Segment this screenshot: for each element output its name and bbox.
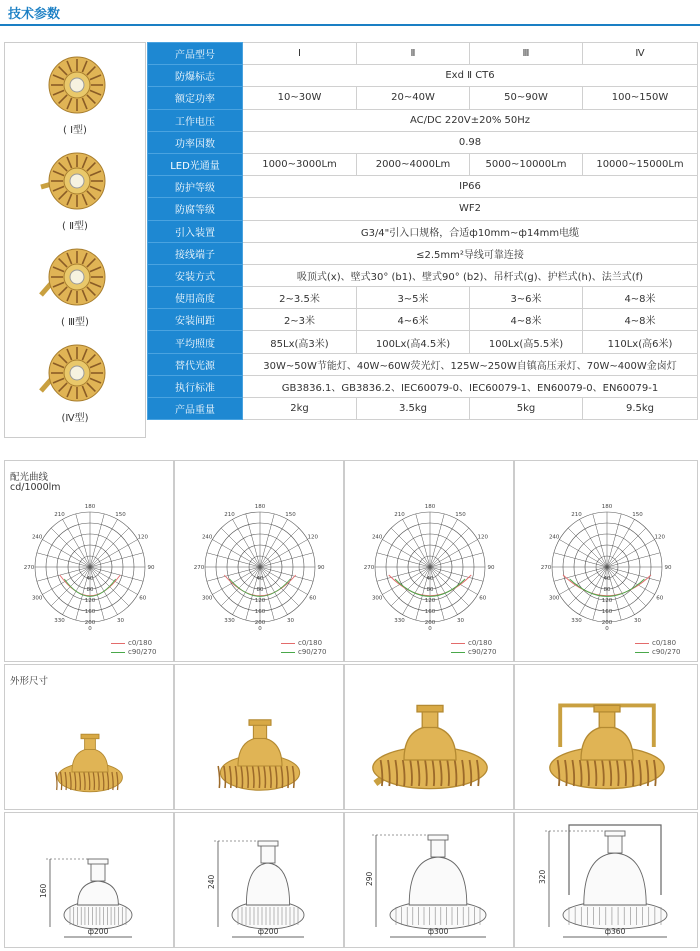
spec-value: 0.98 <box>243 131 698 153</box>
angle-label: 210 <box>394 512 405 519</box>
spec-value: Ⅱ <box>357 43 470 65</box>
angle-label: 0 <box>605 626 609 632</box>
spec-row <box>148 176 698 198</box>
legend-swatch <box>635 643 649 644</box>
legend-label: c0/180 <box>652 639 677 647</box>
angle-label: 90 <box>147 565 155 571</box>
light-curve-unit: cd/1000lm <box>10 482 61 493</box>
angle-label: 210 <box>54 512 65 519</box>
angle-label: 150 <box>632 512 643 519</box>
spec-row <box>148 353 698 375</box>
angle-label: 210 <box>224 512 235 519</box>
spec-value: 3~5米 <box>357 287 470 309</box>
angle-label: 240 <box>201 534 213 541</box>
angle-label: 270 <box>540 565 552 571</box>
radial-label: 40 <box>603 576 611 582</box>
header-divider <box>0 24 700 26</box>
product-photo-type-2 <box>205 711 315 799</box>
spec-row <box>148 153 698 175</box>
product-photo-cell <box>4 664 174 810</box>
radial-label: 80 <box>426 587 434 593</box>
spec-value: 85Lx(高3米) <box>243 331 357 353</box>
spec-row <box>148 131 698 153</box>
diameter-dimension-label: ф360 <box>604 927 626 936</box>
angle-label: 30 <box>117 617 124 624</box>
angle-label: 90 <box>664 565 672 571</box>
spec-row <box>148 242 698 264</box>
spec-label: 防爆标志 <box>148 65 243 87</box>
angle-label: 240 <box>548 534 560 541</box>
angle-label: 270 <box>193 565 205 571</box>
radial-label: 200 <box>424 620 436 626</box>
spec-value: 10~30W <box>243 87 357 109</box>
spec-value: 100Lx(高4.5米) <box>357 331 470 353</box>
legend-swatch <box>111 652 125 653</box>
angle-label: 150 <box>455 512 466 519</box>
diameter-dimension-label: ф200 <box>257 927 279 936</box>
angle-label: 150 <box>115 512 126 519</box>
spec-value: 30W~50W节能灯、40W~60W荧光灯、125W~250W自镇高压汞灯、70W~400W金卤灯 <box>243 353 698 375</box>
height-dimension-label: 240 <box>207 874 216 889</box>
spec-value: 4~8米 <box>470 309 583 331</box>
angle-label: 240 <box>371 534 383 541</box>
dimension-drawing-cell <box>344 812 514 948</box>
light-curve-cell <box>514 460 698 662</box>
radial-label: 200 <box>254 620 266 626</box>
curve-legend <box>111 639 156 657</box>
radial-label: 120 <box>84 598 96 604</box>
spec-row <box>148 398 698 420</box>
spec-value: 50~90W <box>470 87 583 109</box>
legend-label: c90/270 <box>468 648 497 656</box>
product-photo-cell <box>514 664 698 810</box>
lamp-caption: ( Ⅲ型) <box>61 317 89 328</box>
curve-legend <box>451 639 496 657</box>
angle-label: 0 <box>258 626 262 632</box>
angle-label: 90 <box>317 565 325 571</box>
lamp-thumb-type-4 <box>5 335 145 431</box>
radial-label: 160 <box>601 609 613 615</box>
lamp-face-image <box>33 243 113 313</box>
legend-swatch <box>635 652 649 653</box>
polar-diagram-2 <box>195 497 325 637</box>
spec-value: 2~3.5米 <box>243 287 357 309</box>
spec-row <box>148 198 698 220</box>
section-title-tech-params: 技术参数 <box>8 7 61 22</box>
lamp-caption: ( Ⅱ型) <box>62 221 88 232</box>
angle-label: 300 <box>201 595 213 602</box>
polar-diagram-4 <box>542 497 672 637</box>
angle-label: 330 <box>394 617 405 624</box>
spec-label: 工作电压 <box>148 109 243 131</box>
legend-swatch <box>281 643 295 644</box>
angle-label: 60 <box>479 595 487 602</box>
lamp-image-panel <box>4 42 146 438</box>
spec-value: 2~3米 <box>243 309 357 331</box>
radial-label: 120 <box>424 598 436 604</box>
light-curve-title: 配光曲线 <box>10 472 49 483</box>
light-curve-cell <box>344 460 514 662</box>
product-photo-type-4 <box>542 695 672 799</box>
product-photo-type-3 <box>365 695 495 799</box>
lamp-thumb-type-2 <box>5 143 145 239</box>
spec-value: WF2 <box>243 198 698 220</box>
diameter-dimension-label: ф300 <box>427 927 449 936</box>
spec-value: 4~6米 <box>357 309 470 331</box>
legend-label: c0/180 <box>128 639 153 647</box>
radial-label: 40 <box>86 576 94 582</box>
angle-label: 300 <box>548 595 560 602</box>
legend-swatch <box>281 652 295 653</box>
spec-label: 额定功率 <box>148 87 243 109</box>
radial-label: 200 <box>601 620 613 626</box>
spec-value: 2kg <box>243 398 357 420</box>
radial-label: 160 <box>84 609 96 615</box>
angle-label: 30 <box>634 617 641 624</box>
spec-value: Ⅳ <box>583 43 698 65</box>
legend-swatch <box>451 643 465 644</box>
radial-label: 40 <box>256 576 264 582</box>
spec-value: 3~6米 <box>470 287 583 309</box>
angle-label: 30 <box>457 617 464 624</box>
light-curve-cell <box>174 460 344 662</box>
radial-label: 160 <box>254 609 266 615</box>
spec-value: 吸顶式(x)、壁式30° (b1)、壁式90° (b2)、吊杆式(g)、护栏式(h)、法兰式(f) <box>243 264 698 286</box>
angle-label: 180 <box>424 504 436 510</box>
spec-row <box>148 287 698 309</box>
legend-label: c90/270 <box>652 648 681 656</box>
spec-label: 替代光源 <box>148 353 243 375</box>
spec-table <box>147 42 698 420</box>
spec-row <box>148 43 698 65</box>
legend-swatch <box>111 643 125 644</box>
angle-label: 60 <box>309 595 317 602</box>
curve-legend <box>281 639 326 657</box>
spec-value: 3.5kg <box>357 398 470 420</box>
spec-value: G3/4"引入口规格，合适ф10mm~ф14mm电缆 <box>243 220 698 242</box>
spec-value: 110Lx(高6米) <box>583 331 698 353</box>
polar-diagram-3 <box>365 497 495 637</box>
spec-value: ≤2.5mm²导线可靠连接 <box>243 242 698 264</box>
angle-label: 240 <box>31 534 43 541</box>
spec-label: 安装方式 <box>148 264 243 286</box>
height-dimension-label: 290 <box>365 871 374 886</box>
spec-row <box>148 331 698 353</box>
angle-label: 150 <box>285 512 296 519</box>
spec-value: 5000~10000Lm <box>470 153 583 175</box>
angle-label: 120 <box>137 534 149 541</box>
angle-label: 60 <box>656 595 664 602</box>
dimension-drawing-cell <box>514 812 698 948</box>
legend-label: c90/270 <box>128 648 157 656</box>
spec-row <box>148 375 698 397</box>
spec-row <box>148 87 698 109</box>
radial-label: 40 <box>426 576 434 582</box>
angle-label: 90 <box>487 565 495 571</box>
angle-label: 60 <box>139 595 147 602</box>
angle-label: 270 <box>23 565 35 571</box>
spec-label: 防腐等级 <box>148 198 243 220</box>
spec-label: 使用高度 <box>148 287 243 309</box>
spec-value: IP66 <box>243 176 698 198</box>
height-dimension-label: 160 <box>39 883 48 898</box>
spec-value: 100Lx(高5.5米) <box>470 331 583 353</box>
spec-label: 产品重量 <box>148 398 243 420</box>
angle-label: 330 <box>224 617 235 624</box>
angle-label: 180 <box>254 504 266 510</box>
lamp-caption: ( Ⅰ型) <box>63 125 87 136</box>
dimension-drawing-1 <box>7 815 173 947</box>
lamp-face-image <box>33 147 113 217</box>
spec-value: 10000~15000Lm <box>583 153 698 175</box>
diameter-dimension-label: ф200 <box>87 927 109 936</box>
angle-label: 120 <box>654 534 666 541</box>
spec-label: 执行标准 <box>148 375 243 397</box>
spec-value: 100~150W <box>583 87 698 109</box>
spec-row <box>148 309 698 331</box>
lamp-face-image <box>33 51 113 121</box>
legend-label: c0/180 <box>468 639 493 647</box>
angle-label: 210 <box>571 512 582 519</box>
angle-label: 0 <box>428 626 432 632</box>
spec-row <box>148 109 698 131</box>
legend-label: c90/270 <box>298 648 327 656</box>
lamp-caption: (Ⅳ型) <box>61 413 89 424</box>
spec-value: 2000~4000Lm <box>357 153 470 175</box>
spec-label: 产品型号 <box>148 43 243 65</box>
lamp-thumb-type-1 <box>5 47 145 143</box>
spec-row <box>148 65 698 87</box>
product-photo-cell <box>344 664 514 810</box>
angle-label: 330 <box>571 617 582 624</box>
spec-value: 4~8米 <box>583 287 698 309</box>
spec-label: 功率因数 <box>148 131 243 153</box>
spec-value: Ⅲ <box>470 43 583 65</box>
spec-label: LED光通量 <box>148 153 243 175</box>
radial-label: 200 <box>84 620 96 626</box>
spec-value: 5kg <box>470 398 583 420</box>
dimension-drawing-3 <box>347 815 513 947</box>
spec-label: 防护等级 <box>148 176 243 198</box>
angle-label: 180 <box>601 504 613 510</box>
angle-label: 120 <box>477 534 489 541</box>
angle-label: 120 <box>307 534 319 541</box>
radial-label: 120 <box>254 598 266 604</box>
product-photo-type-1 <box>45 727 135 799</box>
spec-value: 1000~3000Lm <box>243 153 357 175</box>
radial-label: 160 <box>424 609 436 615</box>
dimensions-title: 外形尺寸 <box>10 676 49 687</box>
angle-label: 270 <box>363 565 375 571</box>
spec-value: 4~8米 <box>583 309 698 331</box>
angle-label: 30 <box>287 617 294 624</box>
spec-label: 接线端子 <box>148 242 243 264</box>
dimension-drawing-cell <box>174 812 344 948</box>
spec-label: 安装间距 <box>148 309 243 331</box>
angle-label: 180 <box>84 504 96 510</box>
legend-swatch <box>451 652 465 653</box>
spec-value: GB3836.1、GB3836.2、IEC60079-0、IEC60079-1、EN60079-0、EN60079-1 <box>243 375 698 397</box>
radial-label: 80 <box>603 587 611 593</box>
spec-value: AC/DC 220V±20% 50Hz <box>243 109 698 131</box>
dimension-drawing-cell <box>4 812 174 948</box>
spec-value: 9.5kg <box>583 398 698 420</box>
angle-label: 300 <box>31 595 43 602</box>
radial-label: 80 <box>256 587 264 593</box>
dimension-drawing-4 <box>517 815 697 947</box>
spec-value: Ⅰ <box>243 43 357 65</box>
light-curve-cell <box>4 460 174 662</box>
spec-value: Exd Ⅱ CT6 <box>243 65 698 87</box>
angle-label: 330 <box>54 617 65 624</box>
curve-legend <box>635 639 680 657</box>
legend-label: c0/180 <box>298 639 323 647</box>
spec-label: 平均照度 <box>148 331 243 353</box>
spec-row <box>148 264 698 286</box>
spec-value: 20~40W <box>357 87 470 109</box>
spec-label: 引入装置 <box>148 220 243 242</box>
polar-diagram-1 <box>25 497 155 637</box>
dimension-drawing-2 <box>177 815 343 947</box>
spec-row <box>148 220 698 242</box>
lamp-face-image <box>33 339 113 409</box>
product-photo-cell <box>174 664 344 810</box>
radial-label: 120 <box>601 598 613 604</box>
lamp-thumb-type-3 <box>5 239 145 335</box>
angle-label: 0 <box>88 626 92 632</box>
height-dimension-label: 320 <box>538 869 547 884</box>
radial-label: 80 <box>86 587 94 593</box>
angle-label: 300 <box>371 595 383 602</box>
